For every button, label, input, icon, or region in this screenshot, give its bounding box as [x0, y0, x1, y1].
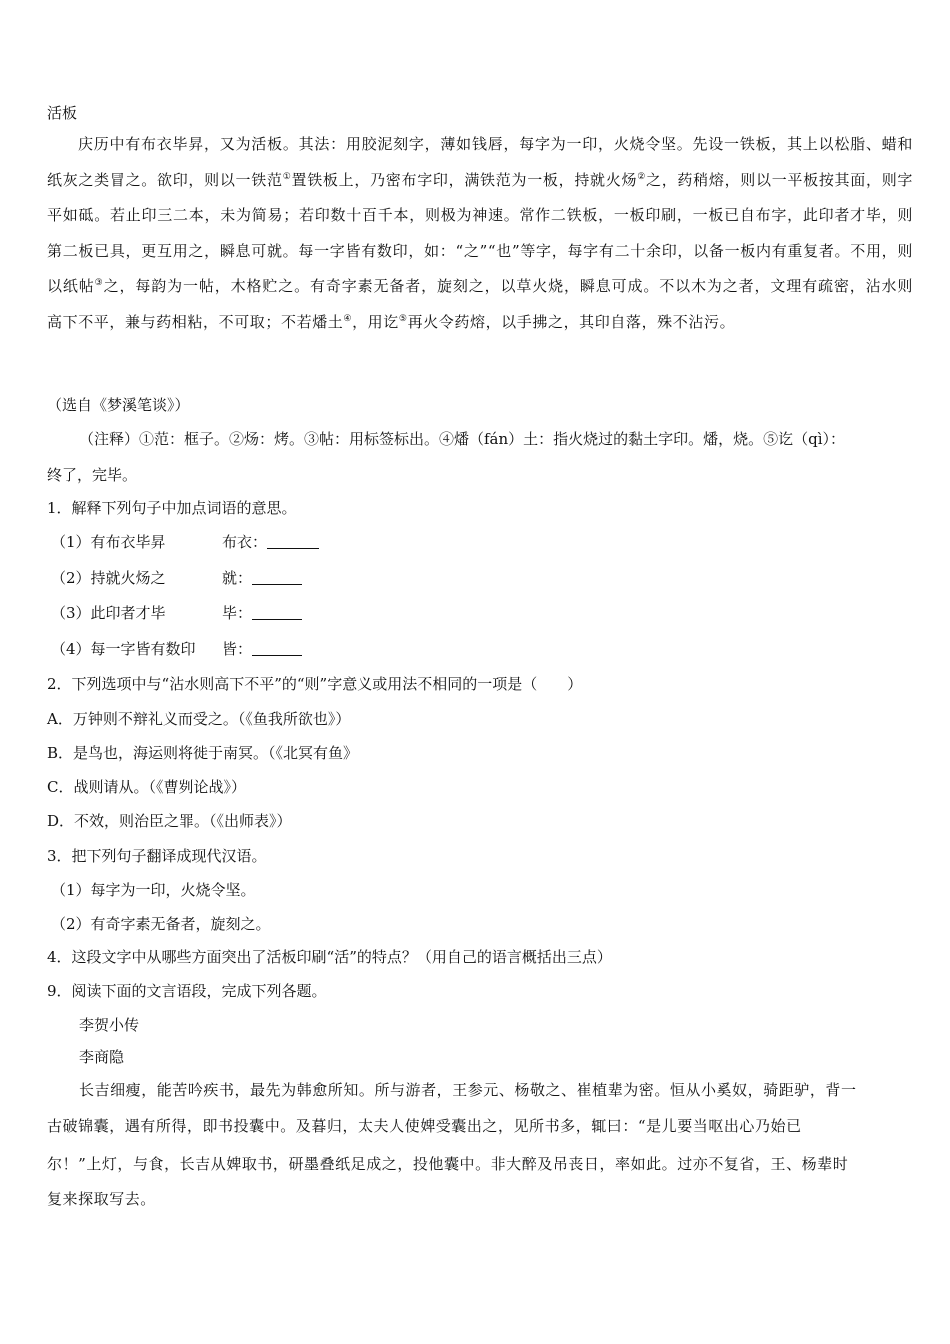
q1-item-word: 皆： [222, 640, 253, 658]
q2-option-b: B．是鸟也，海运则将徙于南冥。（《北冥有鱼》 [47, 744, 359, 762]
q3-item-2: （2）有奇字素无备者，旋刻之。 [51, 915, 271, 933]
q1-item-3 [51, 602, 302, 623]
q2-option-d: D．不效，则治臣之罪。（《出师表》） [47, 812, 292, 830]
passage-text: 再火令药熔，以手拂之，其印自落，殊不沾污。 [407, 312, 736, 331]
passage-text: 庆历中有布衣毕昇，又为活板。其法：用胶泥刻字，薄如钱唇，每字为一印，火烧令坚。先设一铁板，其上以松脂、蜡和纸灰之类冒之。欲印，则以一铁范 [47, 135, 913, 189]
q9-passage-line-3: 尔！”上灯，与食，长吉从婢取书，研墨叠纸足成之，投他囊中。非大醉及吊丧日，率如此。过亦不复省，王、杨辈时 [47, 1155, 849, 1173]
answer-blank[interactable] [252, 641, 302, 656]
question-1-stem: 1．解释下列句子中加点词语的意思。 [47, 499, 297, 517]
note-marker: ⑤ [398, 313, 408, 324]
q9-passage-title: 李贺小传 [79, 1016, 140, 1034]
q9-passage-line-2: 古破锦囊，遇有所得，即书投囊中。及暮归，太夫人使婢受囊出之，见所书多，辄曰：“是儿要当呕出心乃始已 [47, 1117, 802, 1135]
q9-passage-author: 李商隐 [79, 1048, 125, 1066]
q9-passage-line-4: 复来探取写去。 [47, 1190, 156, 1208]
answer-blank[interactable] [252, 605, 302, 620]
question-3-stem: 3．把下列句子翻译成现代汉语。 [47, 847, 267, 865]
note-marker: ① [282, 171, 292, 182]
q1-item-word: 布衣： [222, 533, 268, 551]
q1-item-sentence: （1）有布衣毕昇 [51, 533, 166, 551]
q3-item-1: （1）每字为一印，火烧令坚。 [51, 881, 256, 899]
q1-item-2 [51, 567, 302, 588]
passage-body [47, 127, 913, 340]
q1-item-sentence: （4）每一字皆有数印 [51, 640, 196, 658]
passage-text: 之，药稍熔，则以一平板按其面，则字平如砥。若止印三二本，未为简易；若印数十百千本，则极为神速。常作二铁板，一板印刷，一板已自布字，此印者才毕，则第二板已具，更互用之，瞬息可就。每一字皆有数印，如：“之”“也”等字，每字有二十余印，以备一板内有重复者。不用，则以纸帖 [47, 170, 914, 295]
passage-text: ，用讫 [352, 312, 399, 331]
q1-item-4 [51, 638, 302, 659]
notes-line-1: （注释）①范：框子。②炀：烤。③帖：用标签标出。④燔（fán）土：指火烧过的黏土字印。燔，烧。⑤讫（qì）： [79, 430, 846, 448]
note-marker: ② [637, 171, 646, 182]
q1-item-word: 就： [222, 569, 253, 587]
q9-passage-line-1: 长吉细瘦，能苦吟疾书，最先为韩愈所知。所与游者，王参元、杨敬之、崔植辈为密。恒从小奚奴，骑距驴，背一 [79, 1081, 857, 1099]
source-citation: （选自《梦溪笔谈》） [47, 396, 190, 414]
question-4-stem: 4．这段文字中从哪些方面突出了活板印刷“活”的特点？（用自己的语言概括出三点） [47, 948, 612, 966]
q1-item-sentence: （2）持就火炀之 [51, 569, 166, 587]
q1-item-word: 毕： [222, 604, 253, 622]
note-marker: ③ [94, 278, 104, 288]
q1-item-sentence: （3）此印者才毕 [51, 604, 166, 622]
question-2-stem: 2．下列选项中与“沾水则高下不平”的“则”字意义或用法不相同的一项是（ ） [47, 675, 583, 693]
q2-option-c: C．战则请从。（《曹刿论战》） [47, 778, 246, 796]
q1-item-1 [51, 531, 319, 552]
passage-text: 置铁板上，乃密布字印，满铁范为一板，持就火炀 [291, 170, 638, 189]
answer-blank[interactable] [252, 570, 302, 585]
question-9-stem: 9．阅读下面的文言语段，完成下列各题。 [47, 982, 327, 1000]
note-marker: ④ [343, 313, 353, 324]
notes-line-2: 终了，完毕。 [47, 466, 138, 484]
q2-option-a: A．万钟则不辩礼义而受之。（《鱼我所欲也》） [47, 710, 351, 728]
answer-blank[interactable] [267, 534, 319, 549]
passage-title: 活板 [47, 104, 78, 122]
passage-text: 之，每韵为一帖，木格贮之。有奇字素无备者，旋刻之，以草火烧，瞬息可成。不以木为之者，文理有疏密，沾水则高下不平，兼与药相粘，不可取；不若燔土 [47, 277, 914, 331]
